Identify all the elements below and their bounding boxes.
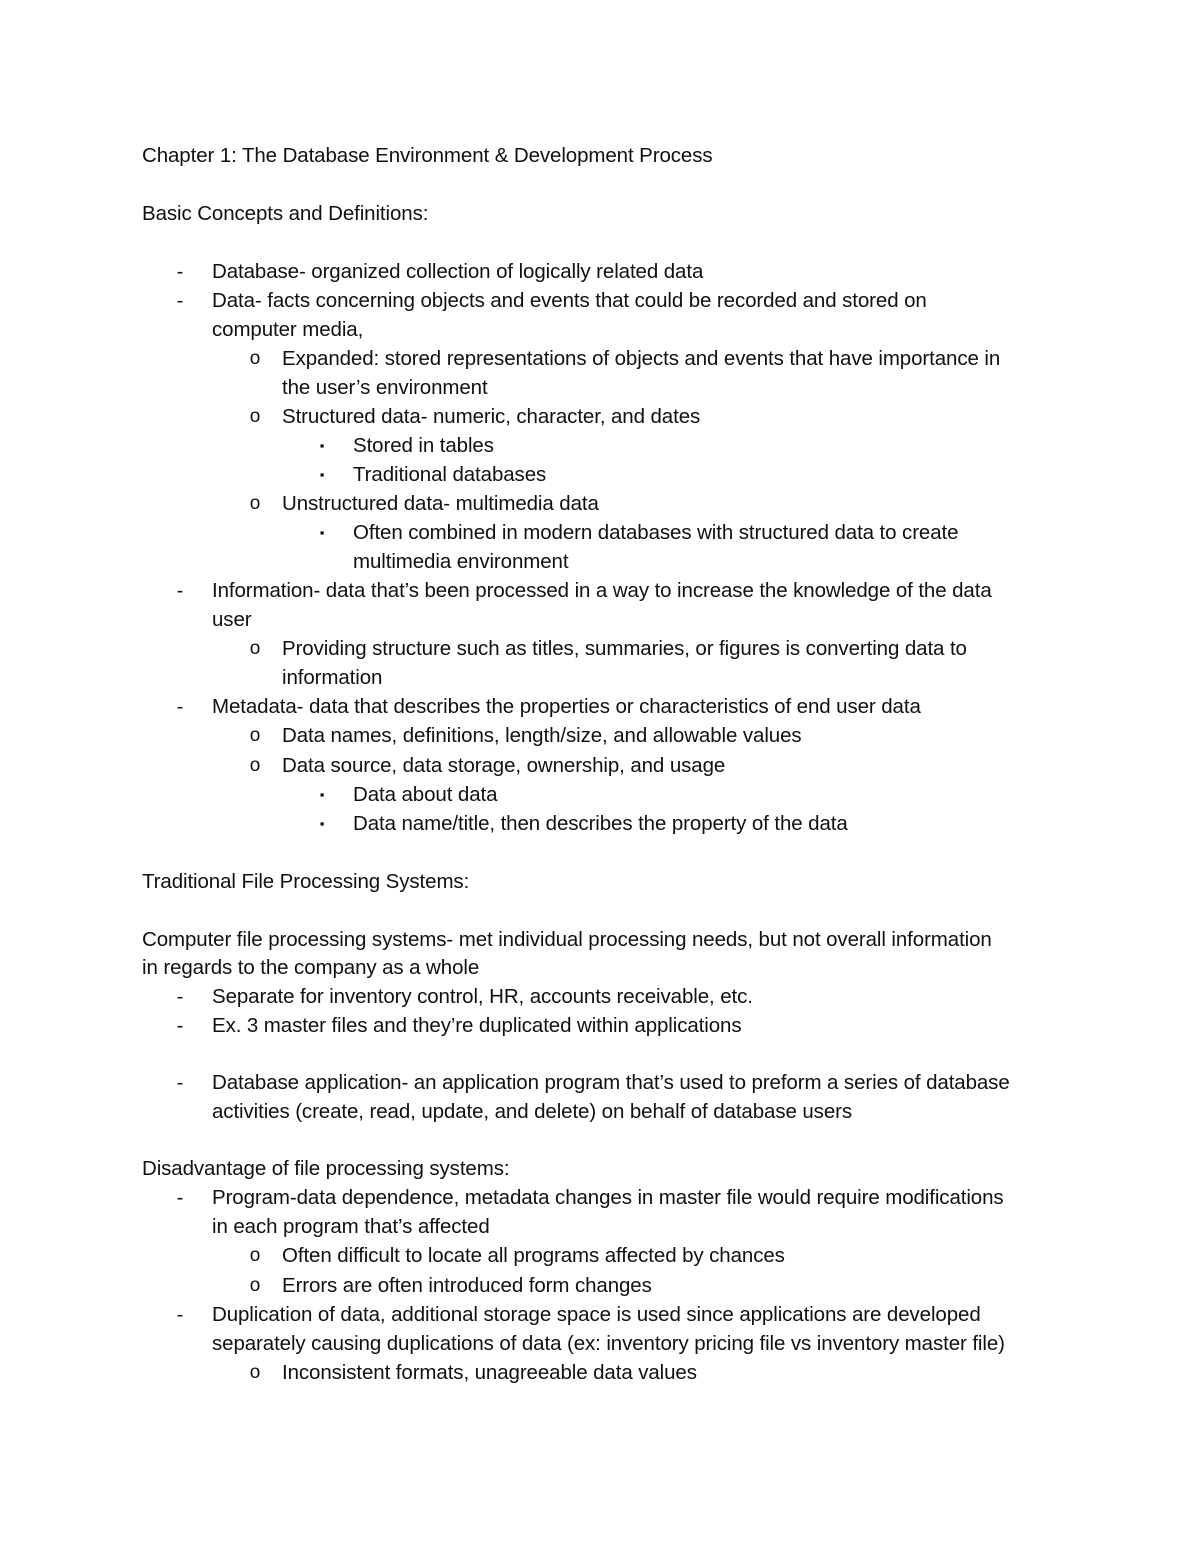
item-often-combined-cont: multimedia environment [353, 550, 569, 573]
bullet-data-cont: computer media, [212, 318, 364, 341]
dash-bullet: - [176, 1304, 184, 1326]
square-bullet: ▪ [319, 787, 325, 802]
subbullet-inconsistent-formats: Inconsistent formats, unagreeable data values [282, 1361, 697, 1384]
item-traditional-databases: Traditional databases [353, 463, 547, 486]
square-bullet: ▪ [319, 816, 325, 831]
paragraph-computer-file-processing: Computer file processing systems- met individual processing needs, but not overall information [142, 928, 992, 951]
section-heading-basic-concepts: Basic Concepts and Definitions: [142, 202, 429, 225]
subbullet-providing-structure: Providing structure such as titles, summaries, or figures is converting data to [282, 637, 967, 660]
item-often-combined: Often combined in modern databases with structured data to create [353, 521, 959, 544]
item-data-name-title: Data name/title, then describes the property of the data [353, 812, 848, 835]
bullet-program-data-dependence-cont: in each program that’s affected [212, 1215, 490, 1238]
subbullet-data-names: Data names, definitions, length/size, and allowable values [282, 724, 802, 747]
subbullet-unstructured-data: Unstructured data- multimedia data [282, 492, 599, 515]
dash-bullet: - [176, 1072, 184, 1094]
bullet-database-application: Database application- an application program that’s used to preform a series of database [212, 1071, 1010, 1094]
circle-bullet: o [249, 406, 261, 427]
document-title: Chapter 1: The Database Environment & Development Process [142, 144, 713, 167]
bullet-master-files: Ex. 3 master files and they’re duplicated within applications [212, 1014, 742, 1037]
bullet-data: Data- facts concerning objects and events that could be recorded and stored on [212, 289, 927, 312]
bullet-information: Information- data that’s been processed in a way to increase the knowledge of the data [212, 579, 992, 602]
bullet-duplication: Duplication of data, additional storage space is used since applications are developed [212, 1303, 981, 1326]
bullet-information-cont: user [212, 608, 252, 631]
dash-bullet: - [176, 1015, 184, 1037]
circle-bullet: o [249, 1275, 261, 1296]
bullet-metadata: Metadata- data that describes the properties or characteristics of end user data [212, 695, 921, 718]
dash-bullet: - [176, 1187, 184, 1209]
circle-bullet: o [249, 1362, 261, 1383]
dash-bullet: - [176, 290, 184, 312]
section-heading-file-processing: Traditional File Processing Systems: [142, 870, 470, 893]
dash-bullet: - [176, 696, 184, 718]
subbullet-expanded-cont: the user’s environment [282, 376, 488, 399]
circle-bullet: o [249, 725, 261, 746]
square-bullet: ▪ [319, 467, 325, 482]
circle-bullet: o [249, 1245, 261, 1266]
dash-bullet: - [176, 986, 184, 1008]
subbullet-structured-data: Structured data- numeric, character, and dates [282, 405, 701, 428]
dash-bullet: - [176, 261, 184, 283]
subbullet-data-source: Data source, data storage, ownership, and usage [282, 754, 726, 777]
square-bullet: ▪ [319, 438, 325, 453]
square-bullet: ▪ [319, 525, 325, 540]
item-stored-in-tables: Stored in tables [353, 434, 494, 457]
bullet-database-application-cont: activities (create, read, update, and delete) on behalf of database users [212, 1100, 853, 1123]
circle-bullet: o [249, 493, 261, 514]
item-data-about-data: Data about data [353, 783, 498, 806]
bullet-duplication-cont: separately causing duplications of data (ex: inventory pricing file vs inventory master file) [212, 1332, 1005, 1355]
bullet-program-data-dependence: Program-data dependence, metadata changes in master file would require modifications [212, 1186, 1004, 1209]
paragraph-computer-file-processing-cont: in regards to the company as a whole [142, 956, 480, 979]
dash-bullet: - [176, 580, 184, 602]
subbullet-errors: Errors are often introduced form changes [282, 1274, 652, 1297]
subbullet-expanded: Expanded: stored representations of objects and events that have importance in [282, 347, 1001, 370]
subbullet-providing-structure-cont: information [282, 666, 383, 689]
bullet-separate: Separate for inventory control, HR, accounts receivable, etc. [212, 985, 753, 1008]
bullet-database: Database- organized collection of logically related data [212, 260, 704, 283]
section-heading-disadvantage: Disadvantage of file processing systems: [142, 1157, 510, 1180]
circle-bullet: o [249, 348, 261, 369]
subbullet-often-difficult: Often difficult to locate all programs affected by chances [282, 1244, 785, 1267]
circle-bullet: o [249, 755, 261, 776]
circle-bullet: o [249, 638, 261, 659]
